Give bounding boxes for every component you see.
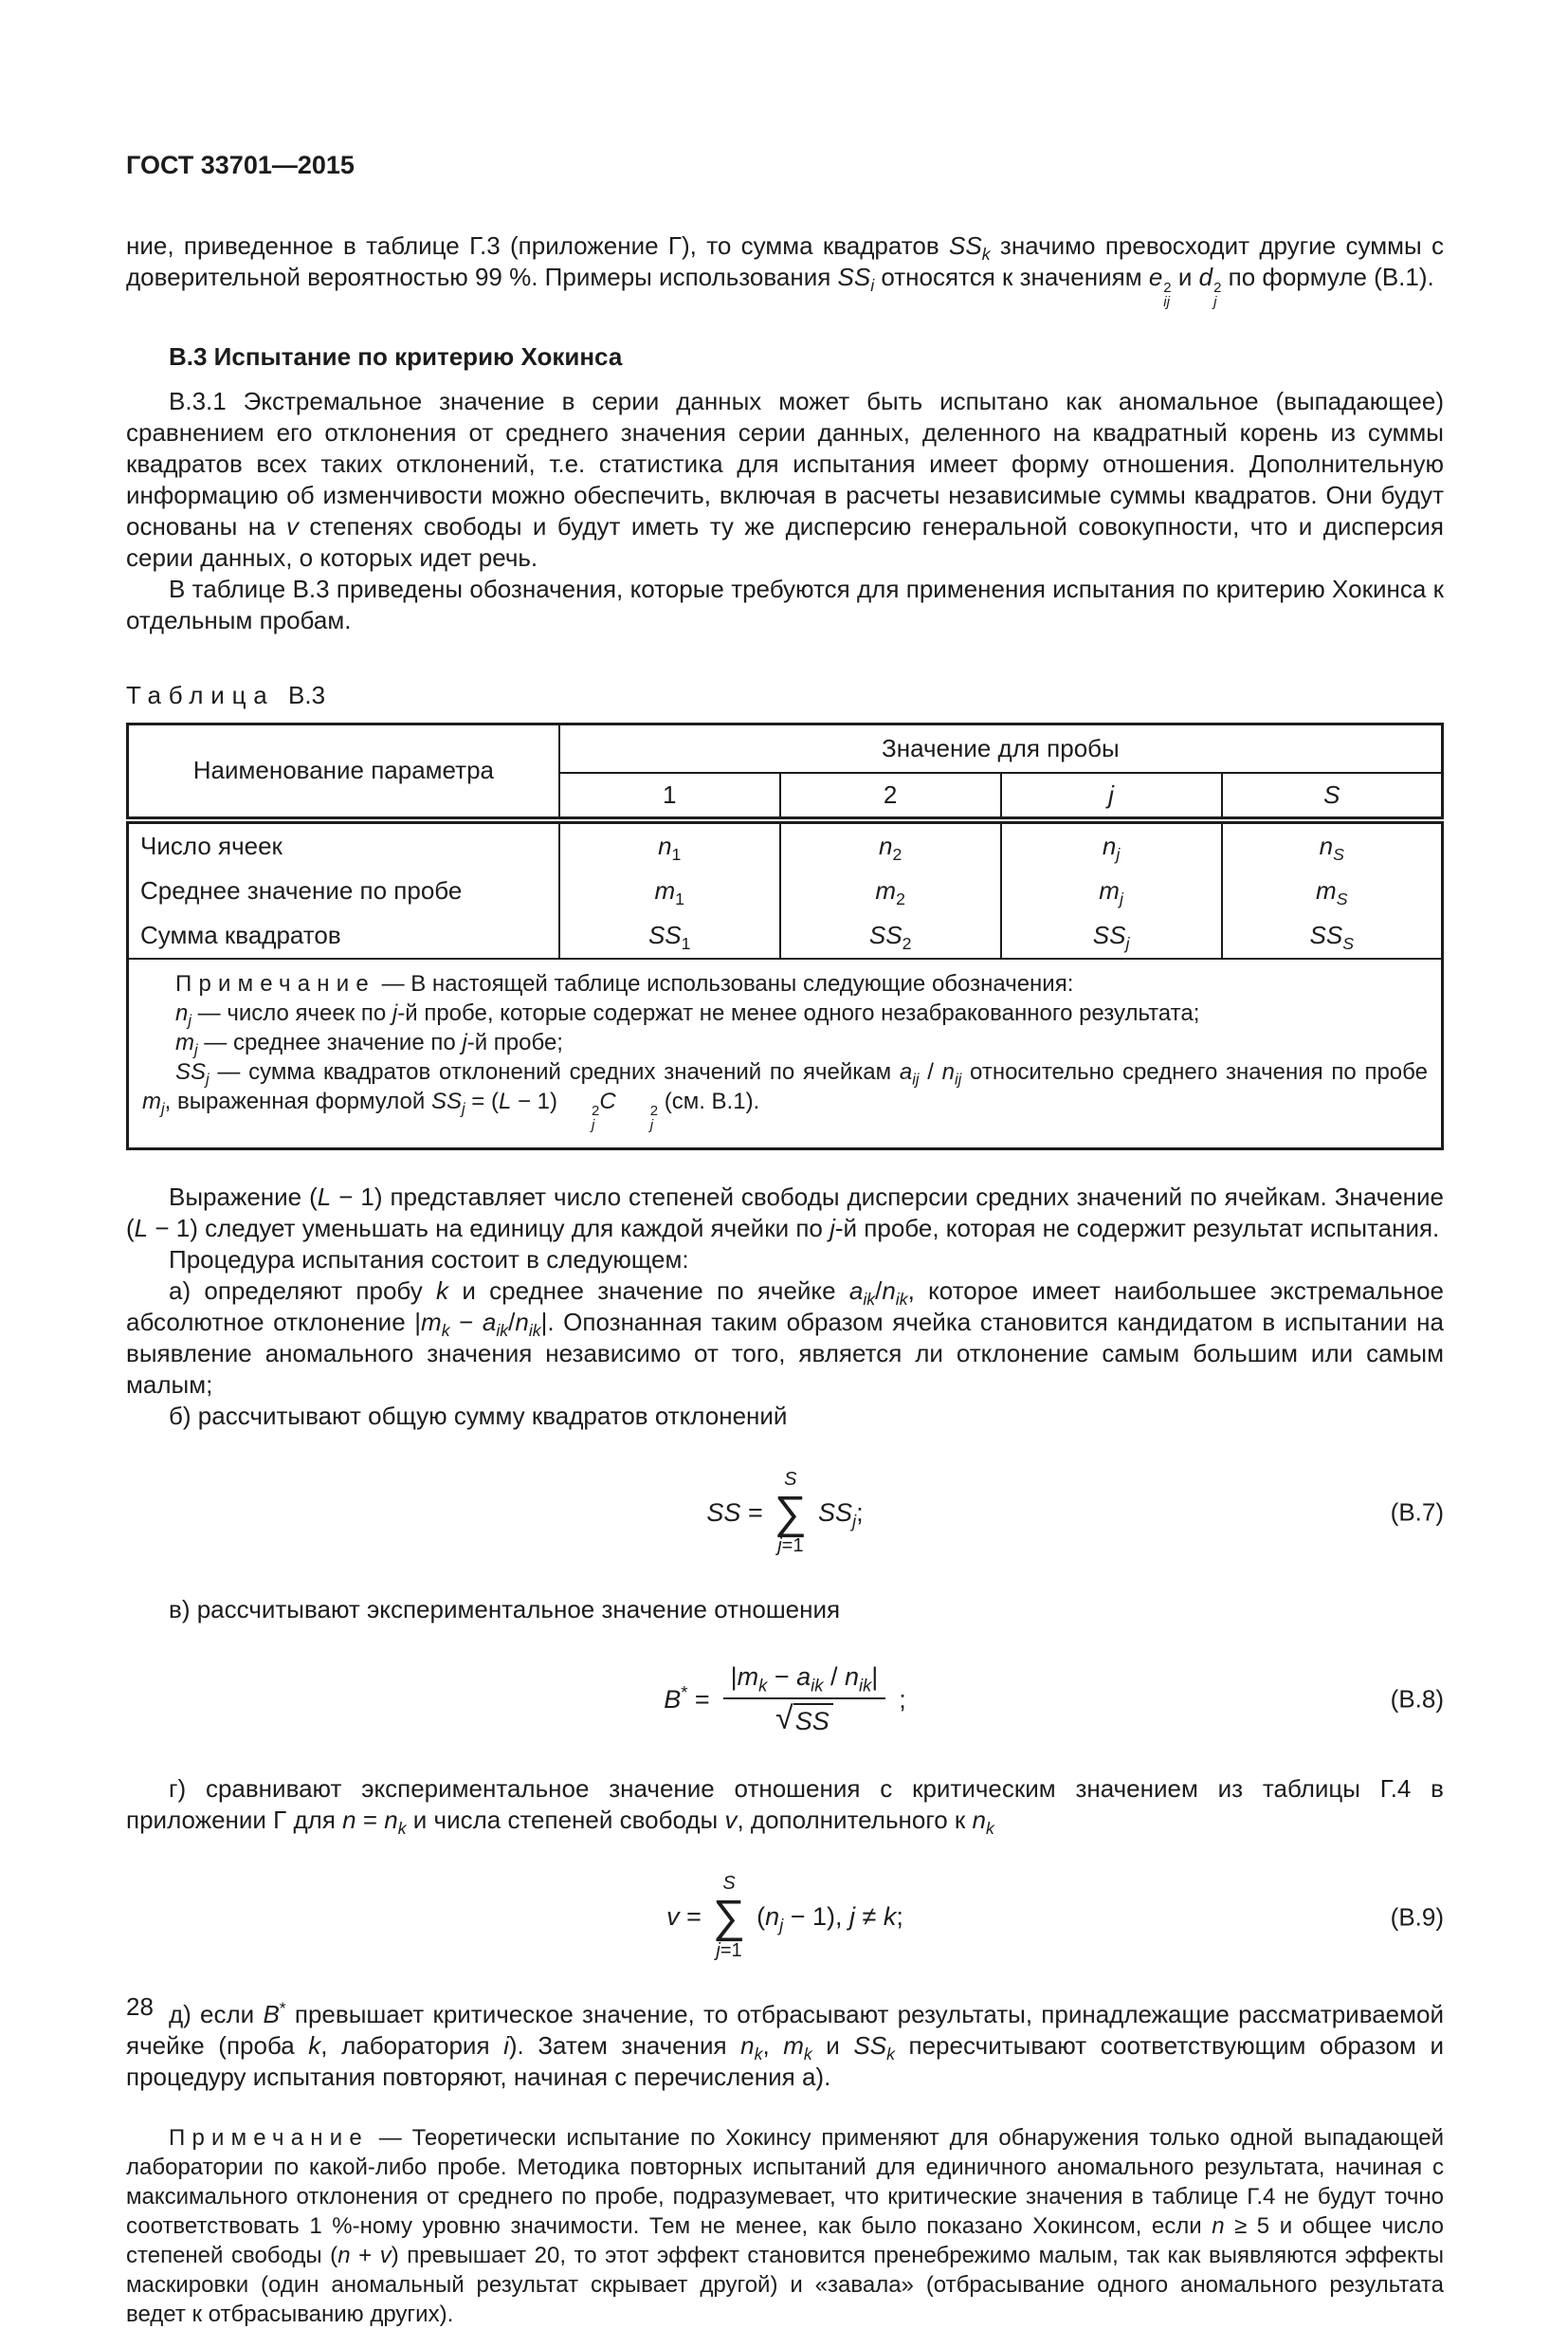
formula-b8-label: (В.8) [1390, 1684, 1444, 1714]
table-note [128, 959, 1443, 1148]
page-number: 28 [126, 1992, 154, 2021]
formula-b8-lhs: B* = [664, 1681, 710, 1714]
paragraph-expression: Выражение (L − 1) представляет число степеней свободы дисперсии средних значений по ячейкам. Значение (L − 1) следует уменьшать на единицу для каждой ячейки по j-й пробе, которая не содержит результат испытания. [126, 1182, 1445, 1242]
sum-lower-limit: j=1 [716, 1939, 742, 1961]
table-caption [126, 680, 1444, 711]
paragraph-item-b: б) рассчитывают общую сумму квадратов отклонений [169, 1401, 788, 1430]
formula-b8 [126, 1661, 1444, 1737]
final-note: Примечание — Теоретически испытание по Хокинсу применяют для обнаружения только одной выпадающей лаборатории по какой-либо пробе. Методика повторных испытаний для единичного аномального результата, начиная с максимального отклонения от среднего по пробе, подразумевает, что критические значения в таблице Г.4 не будут точно соответствовать 1 %-ному уровню значимости. Тем не менее, как было показано Хокинсом, если n ≥ 5 и общее число степеней свободы (n + v) превышает 20, то этот эффект становится пренебрежимо малым, так как выявляются эффекты маскировки (один аномальный результат скрывает другой) и «завала» (отбрасывание одного аномального результата ведет к отбрасыванию других). [126, 2124, 1444, 2327]
sum-operator [713, 1872, 745, 1963]
table-note-def-ss: $SS_j$ — сумма квадратов отклонений средних значений по ячейкам $a_{ij} / n_{ij}$ относительно среднего значения по пробе $m_j$, выраженная формулой $SS_j = (L - 1)$ 2 j C 2 j (см. В.1). [142, 1058, 1428, 1133]
paragraph-continuation: ние, приведенное в таблице Г.3 (приложение Г), то сумма квадратов $SS_k$ значимо превосходит другие суммы с доверительной вероятностью 99 %. Примеры использования $SS_i$ относятся к значениям e 2 ij и d 2 j по формуле (В.1). [126, 231, 1444, 310]
formula-b9-lhs: v = [666, 1902, 702, 1932]
table-subcol-j: j [1001, 773, 1222, 820]
table-row-mean [128, 869, 1443, 913]
table-row-sum-squares [128, 913, 1443, 959]
fraction [723, 1661, 886, 1737]
sum-upper-limit: S [722, 1873, 736, 1895]
row-label: Сумма квадратов [128, 913, 559, 959]
table-subcol-1: 1 [559, 773, 780, 820]
table-cell: $m_1$ [559, 869, 780, 913]
paragraph-item-d: д) если B* превышает критическое значение, то отбрасывают результаты, принадлежащие рассматриваемой ячейке (проба k, лаборатория i). Затем значения $n_k$, $m_k$ и $SS_k$ пересчитывают соответствующим образом и процедуру испытания повторяют, начиная с перечисления а). [126, 1997, 1445, 2091]
fraction-numerator: $|m_k - a_{ik} / n_{ik}|$ [723, 1661, 886, 1699]
formula-b9-rhs: $(n_j - 1)$, j ≠ k; [757, 1902, 903, 1935]
fraction-denominator: √ SS [775, 1699, 833, 1737]
table-cell: $m_2$ [780, 869, 1001, 913]
table-subcol-s: S [1222, 773, 1443, 820]
sigma-symbol: ∑ [712, 1892, 746, 1943]
table-cell: $SS_j$ [1001, 913, 1222, 959]
table-note-def-m: $m_j$ — среднее значение по j-й пробе; [175, 1029, 563, 1059]
paragraph-item-a: а) определяют пробу k и среднее значение по ячейке $a_{ik}/n_{ik}$, которое имеет наибольшее экстремальное абсолютное отклонение $|m_k - a_{ik}/n_{ik}|$. Опознанная таким образом ячейка становится кандидатом в испытании на выявление аномального значения независимо от того, является ли отклонение самым большим или самым малым; [126, 1275, 1445, 1399]
section-heading-b3: В.3 Испытание по критерию Хокинса [169, 341, 623, 371]
table-cell: $m_S$ [1222, 869, 1443, 913]
formula-b8-tail: ; [899, 1684, 906, 1714]
table-header-parameter: Наименование параметра [128, 724, 559, 820]
paragraph-b31: В.3.1 Экстремальное значение в серии данных может быть испытано как аномальное (выпадающее) сравнением его отклонения от среднего значения серии данных, деленного на квадратный корень из суммы квадратов всех таких отклонений, т.е. статистика для испытания имеет форму отношения. Дополнительную информацию об изменчивости можно обеспечить, включая в расчеты независимые суммы квадратов. Они будут основаны на v степенях свободы и будут иметь ту же дисперсию генеральной совокупности, что и дисперсия серии данных, о которых идет речь. [126, 386, 1445, 572]
paragraph-table-ref: В таблице В.3 приведены обозначения, которые требуются для применения испытания по критерию Хокинса к отдельным пробам. [126, 574, 1444, 634]
sum-upper-limit: S [784, 1468, 797, 1490]
table-cell: $n_j$ [1001, 820, 1222, 869]
formula-b7-rhs: $SS_j$; [817, 1497, 864, 1531]
paragraph-item-g: г) сравнивают экспериментальное значение отношения с критическим значением из таблицы Г.4 в приложении Г для $n = n_k$ и числа степеней свободы v, дополнительного к $n_k$ [126, 1774, 1444, 1839]
row-label: Среднее значение по пробе [128, 869, 559, 913]
parameters-table [126, 723, 1444, 1150]
table-note-def-n: $n_j$ — число ячеек по j-й пробе, которые содержат не менее одного незабракованного результата; [175, 999, 1200, 1030]
formula-b9-label: (В.9) [1390, 1902, 1444, 1932]
table-cell: $n_2$ [780, 820, 1001, 869]
formula-b7 [126, 1468, 1444, 1559]
table-cell: $SS_2$ [780, 913, 1001, 959]
table-cell: $SS_S$ [1222, 913, 1443, 959]
table-caption-word: Таблица [126, 680, 275, 709]
formula-b7-body [706, 1468, 863, 1559]
table-cell: $n_S$ [1222, 820, 1443, 869]
formula-b7-label: (В.7) [1390, 1497, 1444, 1527]
paragraph-item-v: в) рассчитывают экспериментальное значение отношения [169, 1595, 841, 1624]
table-cell: $SS_1$ [559, 913, 780, 959]
document-header: ГОСТ 33701—2015 [126, 151, 355, 179]
formula-b8-body [664, 1661, 906, 1737]
table-cell: $m_j$ [1001, 869, 1222, 913]
table-subcol-2: 2 [780, 773, 1001, 820]
sum-operator [775, 1468, 807, 1559]
table-row-cells-count [128, 820, 1443, 869]
sigma-symbol: ∑ [774, 1487, 807, 1538]
table-cell: $n_1$ [559, 820, 780, 869]
table-header-row-1 [128, 724, 1443, 773]
table-note-intro: Примечание — В настоящей таблице использованы следующие обозначения: [175, 970, 1074, 997]
table-caption-number: В.3 [288, 680, 326, 709]
table-note-row [128, 959, 1443, 1148]
row-label: Число ячеек [128, 820, 559, 869]
formula-b9 [126, 1872, 1444, 1963]
table-header-group: Значение для пробы [559, 724, 1443, 773]
formula-b7-lhs: SS = [706, 1497, 763, 1527]
paragraph-procedure: Процедура испытания состоит в следующем: [169, 1244, 689, 1274]
sum-lower-limit: j=1 [777, 1535, 804, 1557]
formula-b9-body [666, 1872, 903, 1963]
